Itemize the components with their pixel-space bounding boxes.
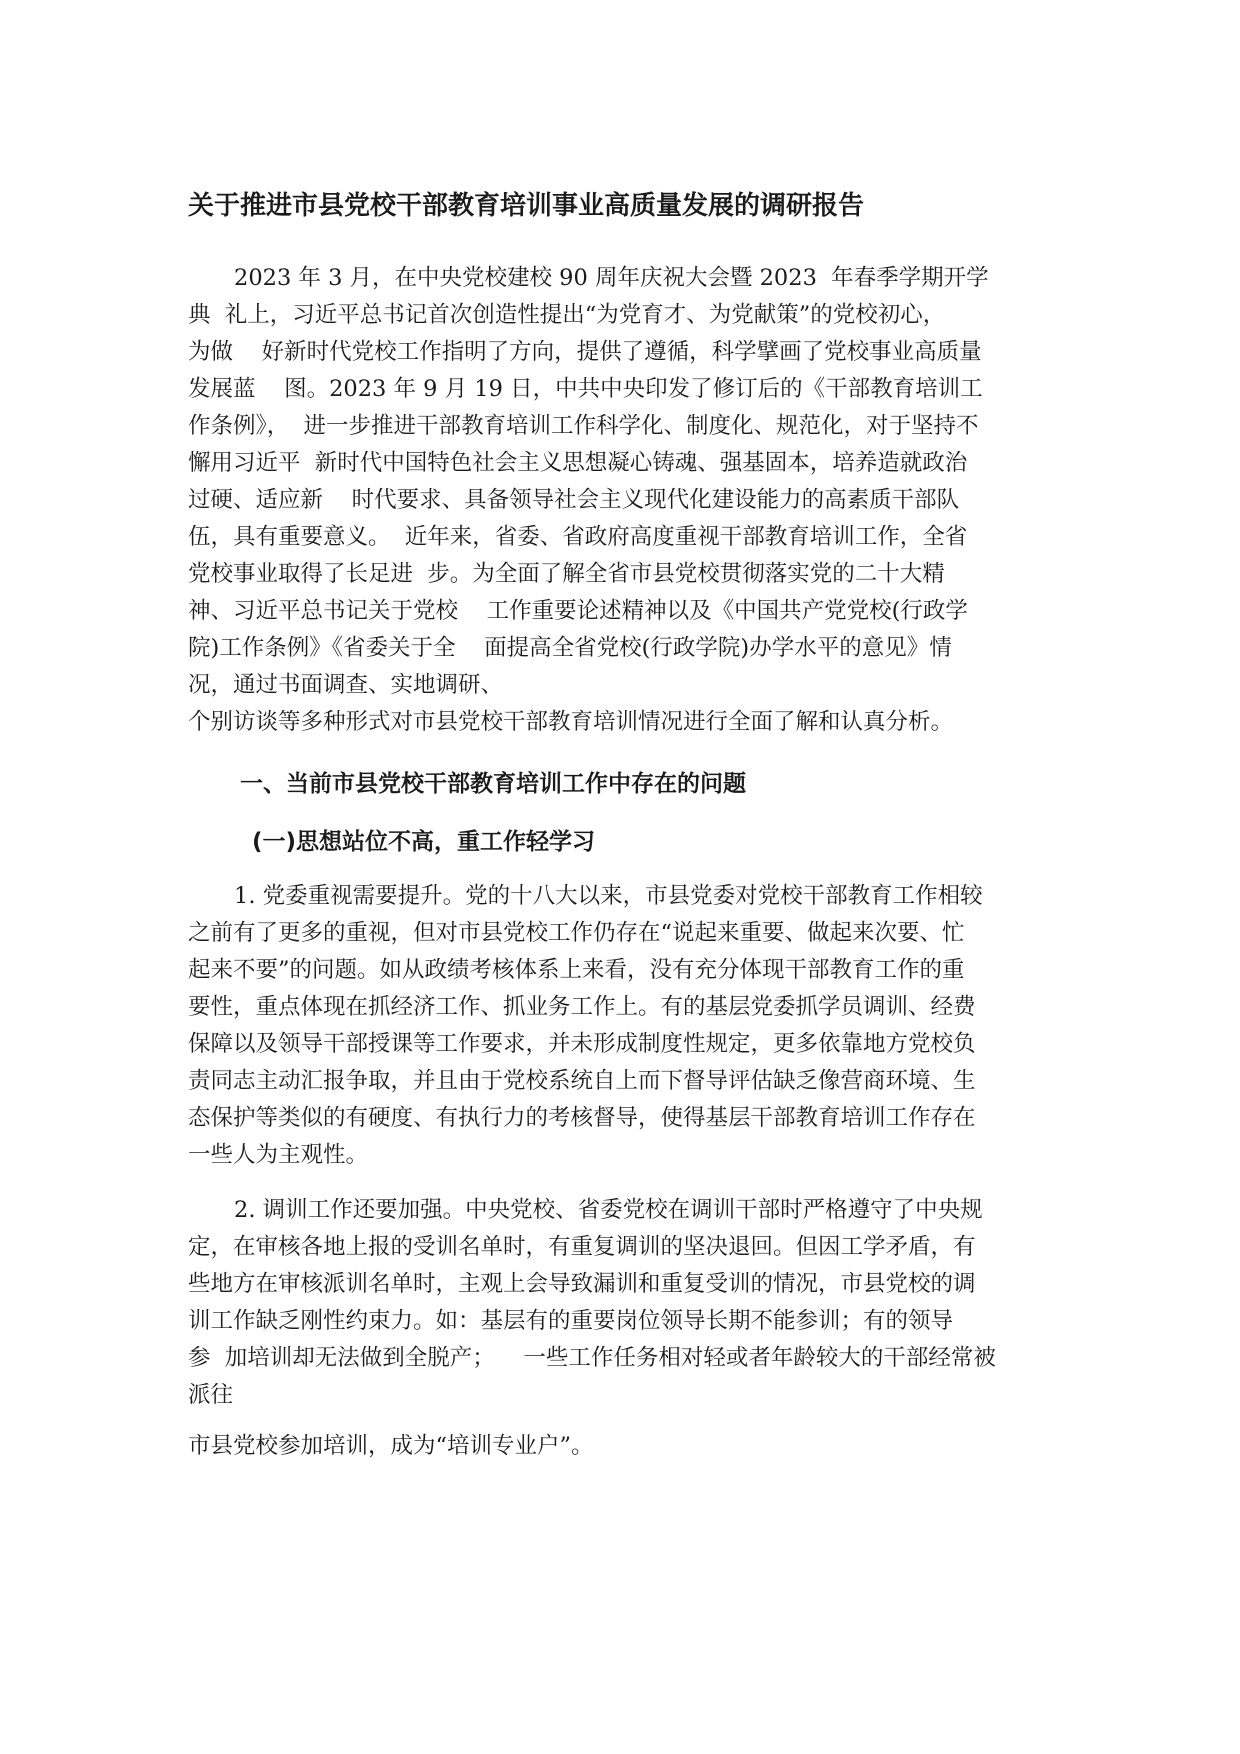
section-heading: 一、当前市县党校干部教育培训工作中存在的问题 <box>240 771 746 797</box>
text-line: 市县党校参加培训，成为“培训专业户”。 <box>188 1433 594 1459</box>
text-line: 2. 调训工作还要加强。中央党校、省委党校在调训干部时严格遵守了中央规 <box>234 1197 983 1223</box>
text-line: 2023 年 3 月，在中央党校建校 90 周年庆祝大会暨 2023 年春季学期开学 <box>234 265 989 291</box>
text-line: 起来不要”的问题。如从政绩考核体系上来看，没有充分体现干部教育工作的重 <box>188 957 965 983</box>
text-line: 过硬、适应新 时代要求、具备领导社会主义现代化建设能力的高素质干部队 <box>188 487 960 513</box>
text-line: 院)工作条例》《省委关于全 面提高全省党校(行政学院)办学水平的意见》情 <box>188 635 952 661</box>
text-line: 神、习近平总书记关于党校 工作重要论述精神以及《中国共产党党校(行政学 <box>188 598 968 624</box>
text-line: 定，在审核各地上报的受训名单时，有重复调训的坚决退回。但因工学矛盾，有 <box>188 1234 976 1260</box>
text-line: 要性，重点体现在抓经济工作、抓业务工作上。有的基层党委抓学员调训、经费 <box>188 994 976 1020</box>
subsection-heading: (一)思想站位不高，重工作轻学习 <box>252 829 596 855</box>
text-line: 派往 <box>188 1382 234 1408</box>
text-line: 作条例》， 进一步推进干部教育培训工作科学化、制度化、规范化，对于坚持不 <box>188 413 979 439</box>
document-title: 关于推进市县党校干部教育培训事业高质量发展的调研报告 <box>188 191 865 221</box>
text-line: 些地方在审核派训名单时，主观上会导致漏训和重复受训的情况，市县党校的调 <box>188 1271 976 1297</box>
text-line: 个别访谈等多种形式对市县党校干部教育培训情况进行全面了解和认真分析。 <box>188 709 954 735</box>
text-line: 发展蓝 图。2023 年 9 月 19 日，中共中央印发了修订后的《干部教育培训工 <box>188 376 983 402</box>
text-line: 为做 好新时代党校工作指明了方向，提供了遵循，科学擘画了党校事业高质量 <box>188 339 982 365</box>
text-line: 一些人为主观性。 <box>188 1142 369 1168</box>
text-line: 保障以及领导干部授课等工作要求，并未形成制度性规定，更多依靠地方党校负 <box>188 1031 976 1057</box>
paragraph-2 <box>188 1192 1058 1465</box>
text-line: 典 礼上，习近平总书记首次创造性提出“为党育才、为党献策”的党校初心， <box>188 302 946 328</box>
text-line: 党校事业取得了长足进 步。为全面了解全省市县党校贯彻落实党的二十大精 <box>188 561 945 587</box>
text-line: 之前有了更多的重视，但对市县党校工作仍存在“说起来重要、做起来次要、忙 <box>188 920 965 946</box>
text-line: 1. 党委重视需要提升。党的十八大以来，市县党委对党校干部教育工作相较 <box>234 883 983 909</box>
text-line: 训工作缺乏刚性约束力。如：基层有的重要岗位领导长期不能参训；有的领导 <box>188 1308 954 1334</box>
text-line: 责同志主动汇报争取，并且由于党校系统自上而下督导评估缺乏像营商环境、生 <box>188 1068 976 1094</box>
text-line: 伍，具有重要意义。 近年来，省委、省政府高度重视干部教育培训工作，全省 <box>188 524 968 550</box>
text-line: 参 加培训却无法做到全脱产； 一些工作任务相对轻或者年龄较大的干部经常被 <box>188 1345 996 1371</box>
text-line: 懈用习近平 新时代中国特色社会主义思想凝心铸魂、强基固本，培养造就政治 <box>188 450 968 476</box>
text-line: 况，通过书面调查、实地调研、 <box>188 672 504 698</box>
paragraph-1 <box>188 878 1058 1174</box>
intro-paragraph <box>188 260 1058 741</box>
text-line: 态保护等类似的有硬度、有执行力的考核督导，使得基层干部教育培训工作存在 <box>188 1105 976 1131</box>
